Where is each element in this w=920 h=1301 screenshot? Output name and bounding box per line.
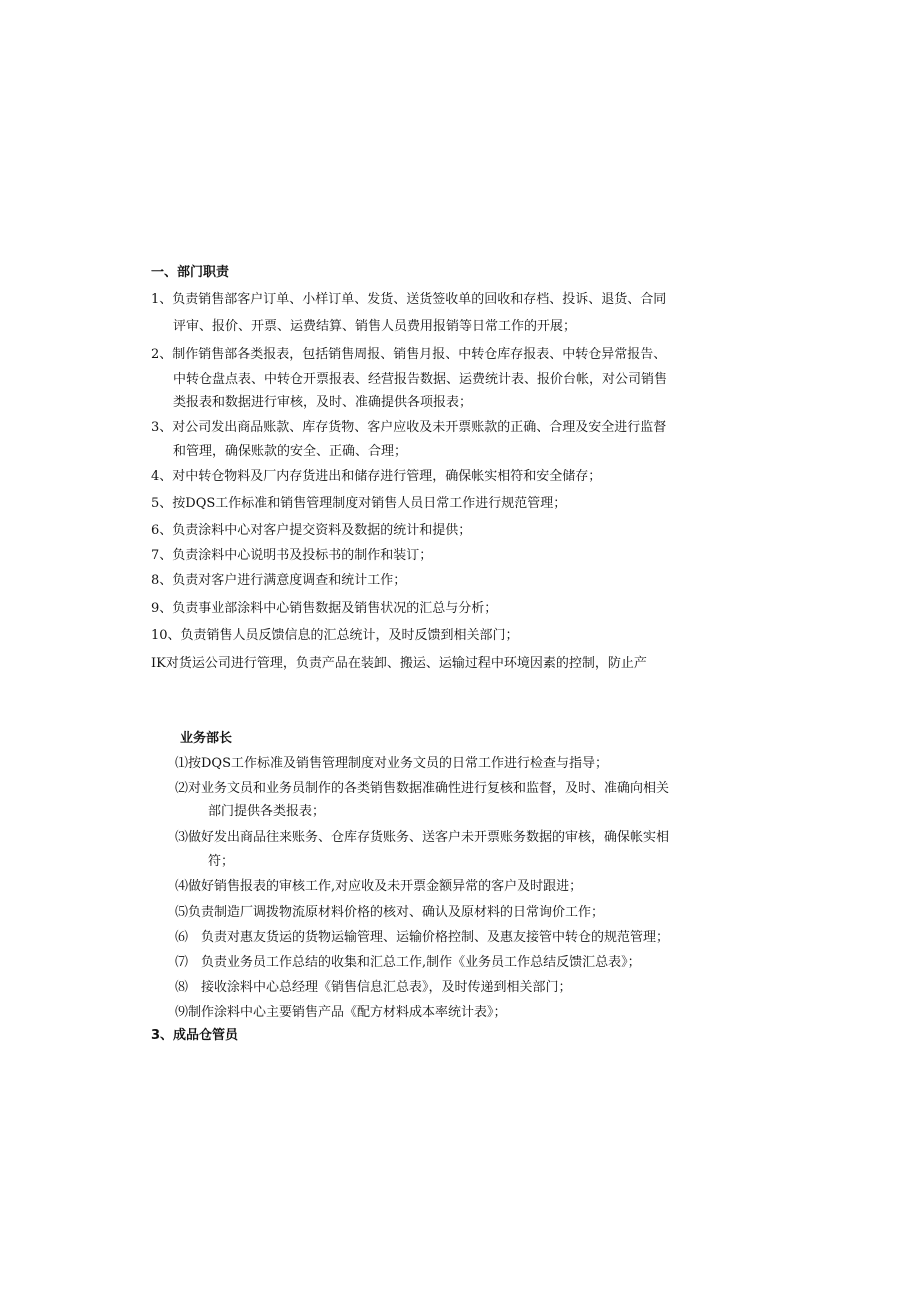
manager-item-8: ⑻ 接收涂料中心总经理《销售信息汇总表》，及时传递到相关部门；: [175, 980, 572, 995]
duty-item-1-line-2: 评审、报价、开票、运费结算、销售人员费用报销等日常工作的开展；: [173, 319, 577, 334]
duty-item-1-line-1: 1、负责销售部客户订单、小样订单、发货、送货签收单的回收和存档、投诉、退货、合同: [151, 292, 667, 307]
manager-item-4: ⑷做好销售报表的审核工作,对应收及未开票金额异常的客户及时跟进；: [175, 879, 583, 894]
duty-item-2-line-3: 类报表和数据进行审核，及时、准确提供各项报表；: [173, 395, 473, 410]
duty-item-3-line-1: 3、对公司发出商品账款、库存货物、客户应收及未开票账款的正确、合理及安全进行监督: [151, 420, 667, 435]
duty-item-3-line-2: 和管理，确保账款的安全、正确、合理；: [173, 444, 408, 459]
duty-item-4: 4、对中转仓物料及厂内存货进出和储存进行管理，确保帐实相符和安全储存；: [151, 469, 602, 484]
manager-item-5: ⑸负责制造厂调拨物流原材料价格的核对、确认及原材料的日常询价工作；: [175, 905, 605, 920]
section-heading-warehouse-keeper: 3、成品仓管员: [151, 1028, 239, 1043]
manager-item-7: ⑺ 负责业务员工作总结的收集和汇总工作,制作《业务员工作总结反馈汇总表》；: [175, 955, 641, 970]
duty-item-5: 5、按DQS工作标准和销售管理制度对销售人员日常工作进行规范管理；: [151, 496, 567, 511]
duty-item-8: 8、负责对客户进行满意度调查和统计工作；: [151, 573, 407, 588]
manager-item-2-line-2: 部门提供各类报表；: [208, 804, 326, 819]
duty-item-7: 7、负责涂料中心说明书及投标书的制作和装订；: [151, 548, 433, 563]
duty-item-2-line-2: 中转仓盘点表、中转仓开票报表、经营报告数据、运费统计表、报价台帐，对公司销售: [173, 372, 668, 387]
duty-item-6: 6、负责涂料中心对客户提交资料及数据的统计和提供；: [151, 523, 472, 538]
manager-item-9: ⑼制作涂料中心主要销售产品《配方材料成本率统计表》；: [175, 1005, 507, 1020]
manager-item-3-line-1: ⑶做好发出商品往来账务、仓库存货账务、送客户未开票账务数据的审核，确保帐实相: [175, 830, 670, 845]
duty-item-9: 9、负责事业部涂料中心销售数据及销售状况的汇总与分析；: [151, 601, 498, 616]
manager-item-1: ⑴按DQS工作标准及销售管理制度对业务文员的日常工作进行检查与指导；: [175, 756, 608, 771]
duty-item-2-line-1: 2、制作销售部各类报表，包括销售周报、销售月报、中转仓库存报表、中转仓异常报告、: [151, 347, 667, 362]
section-heading-department-duties: 一、部门职责: [151, 265, 230, 280]
duty-item-10: 10、负责销售人员反馈信息的汇总统计，及时反馈到相关部门；: [151, 628, 519, 643]
duty-item-11: IK对货运公司进行管理，负责产品在装卸、搬运、运输过程中环境因素的控制，防止产: [151, 656, 647, 671]
manager-item-6: ⑹ 负责对惠友货运的货物运输管理、运输价格控制、及惠友接管中转仓的规范管理；: [175, 930, 670, 945]
manager-item-3-line-2: 符；: [208, 854, 235, 869]
section-heading-business-manager: 业务部长: [180, 731, 233, 746]
manager-item-2-line-1: ⑵对业务文员和业务员制作的各类销售数据准确性进行复核和监督，及时、准确向相关: [175, 781, 670, 796]
